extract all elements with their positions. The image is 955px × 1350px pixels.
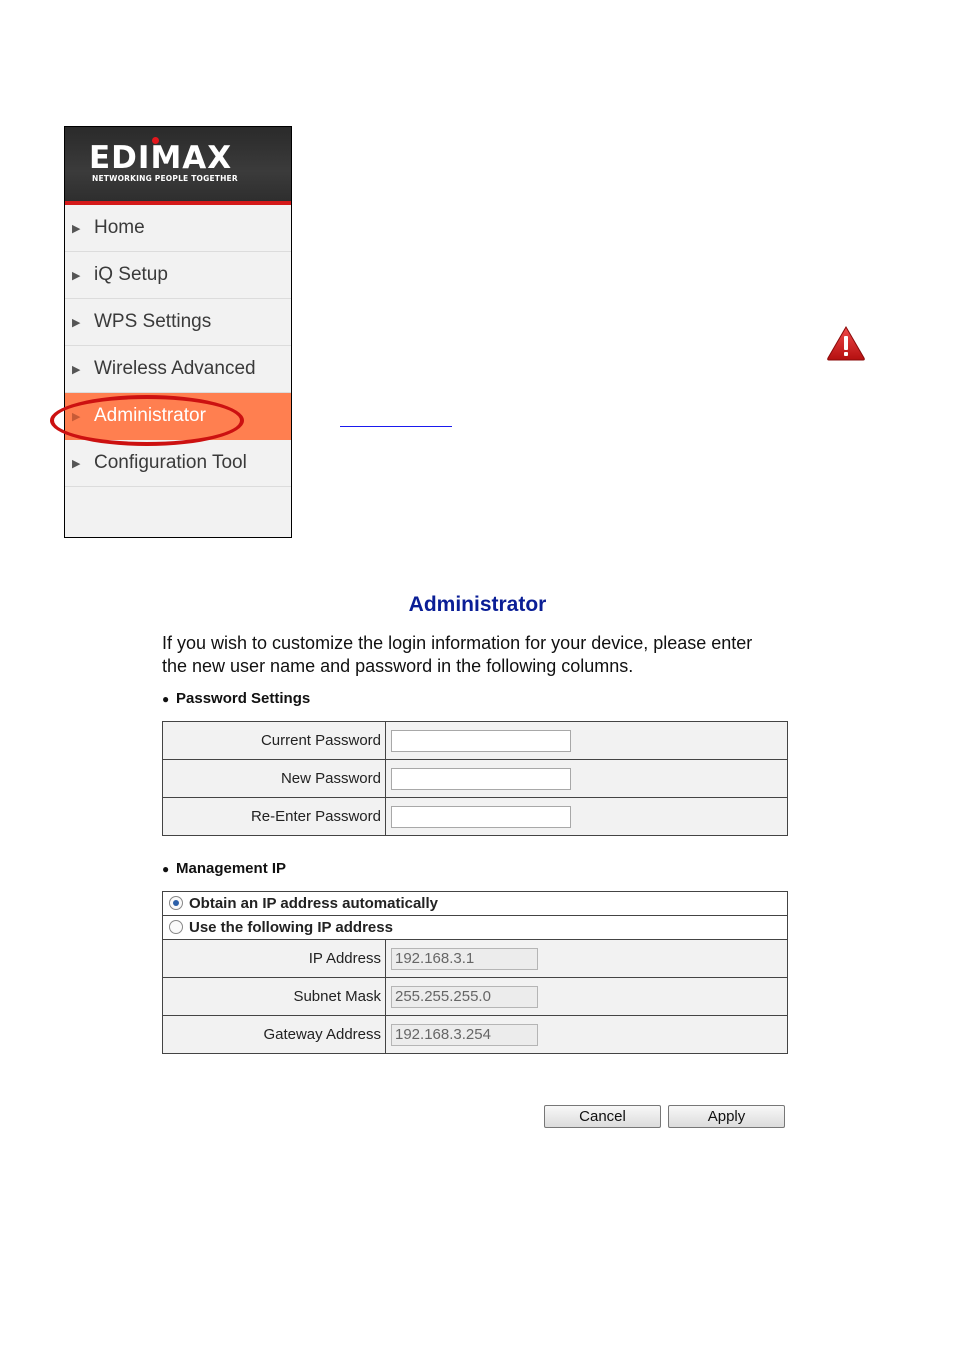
subnet-mask-input[interactable] xyxy=(391,986,538,1008)
password-settings-heading: ● Password Settings xyxy=(162,690,311,707)
sidebar-item-wireless-advanced[interactable] xyxy=(65,346,291,393)
radio-use-following[interactable] xyxy=(169,920,183,934)
password-settings-table xyxy=(162,721,788,836)
table-row xyxy=(163,916,788,940)
triangle-right-icon: ▶ xyxy=(72,316,81,329)
subnet-mask-label: Subnet Mask xyxy=(163,978,386,1016)
table-row xyxy=(163,892,788,916)
triangle-right-icon: ▶ xyxy=(72,363,81,376)
page-title: Administrator xyxy=(408,593,547,616)
ip-address-input[interactable] xyxy=(391,948,538,970)
table-row xyxy=(163,940,788,978)
sidebar-item-configuration-tool[interactable] xyxy=(65,440,291,487)
triangle-right-icon: ▶ xyxy=(72,269,81,282)
gateway-address-label: Gateway Address xyxy=(163,1016,386,1054)
management-ip-heading: ● Management IP xyxy=(162,860,287,877)
current-password-input[interactable] xyxy=(391,730,571,752)
table-row xyxy=(163,978,788,1016)
logo-tagline: NETWORKING PEOPLE TOGETHER xyxy=(92,174,238,183)
new-password-input[interactable] xyxy=(391,768,571,790)
edimax-logo xyxy=(65,127,291,205)
reenter-password-label: Re-Enter Password xyxy=(163,798,386,836)
triangle-right-icon: ▶ xyxy=(72,222,81,235)
gateway-address-input[interactable] xyxy=(391,1024,538,1046)
link-underline xyxy=(340,426,452,427)
cancel-button[interactable]: Cancel xyxy=(544,1105,661,1128)
sidebar-item-label: WPS Settings xyxy=(94,311,212,332)
sidebar-item-label: Configuration Tool xyxy=(94,452,247,473)
warning-icon xyxy=(826,325,866,361)
sidebar-menu xyxy=(65,205,291,487)
table-row xyxy=(163,722,788,760)
current-password-label: Current Password xyxy=(163,722,386,760)
sidebar-item-home[interactable] xyxy=(65,205,291,252)
intro-text: If you wish to customize the login information for your device, please enter the new user name and password in the following columns. xyxy=(162,633,753,676)
obtain-ip-auto-label: Obtain an IP address automatically xyxy=(189,895,438,912)
sidebar-item-iq-setup[interactable] xyxy=(65,252,291,299)
logo-text: EDIMAX xyxy=(89,140,233,176)
sidebar-item-label: Wireless Advanced xyxy=(94,358,256,379)
reenter-password-input[interactable] xyxy=(391,806,571,828)
use-following-ip-option[interactable] xyxy=(163,916,788,940)
table-row xyxy=(163,1016,788,1054)
bullet-icon: ● xyxy=(162,692,170,706)
sidebar-item-label: iQ Setup xyxy=(94,264,168,285)
radio-obtain-auto[interactable] xyxy=(169,896,183,910)
sidebar-item-label: Home xyxy=(94,217,145,238)
apply-button[interactable]: Apply xyxy=(668,1105,785,1128)
triangle-right-icon: ▶ xyxy=(72,410,81,423)
sidebar-item-wps-settings[interactable] xyxy=(65,299,291,346)
table-row xyxy=(163,760,788,798)
bullet-icon: ● xyxy=(162,862,170,876)
obtain-ip-auto-option[interactable] xyxy=(163,892,788,916)
table-row xyxy=(163,798,788,836)
use-following-ip-label: Use the following IP address xyxy=(189,919,393,936)
new-password-label: New Password xyxy=(163,760,386,798)
sidebar-item-label: Administrator xyxy=(94,405,206,426)
sidebar xyxy=(64,126,292,538)
ip-address-label: IP Address xyxy=(163,940,386,978)
management-ip-table xyxy=(162,891,788,1054)
sidebar-item-administrator[interactable] xyxy=(65,393,291,440)
triangle-right-icon: ▶ xyxy=(72,457,81,470)
